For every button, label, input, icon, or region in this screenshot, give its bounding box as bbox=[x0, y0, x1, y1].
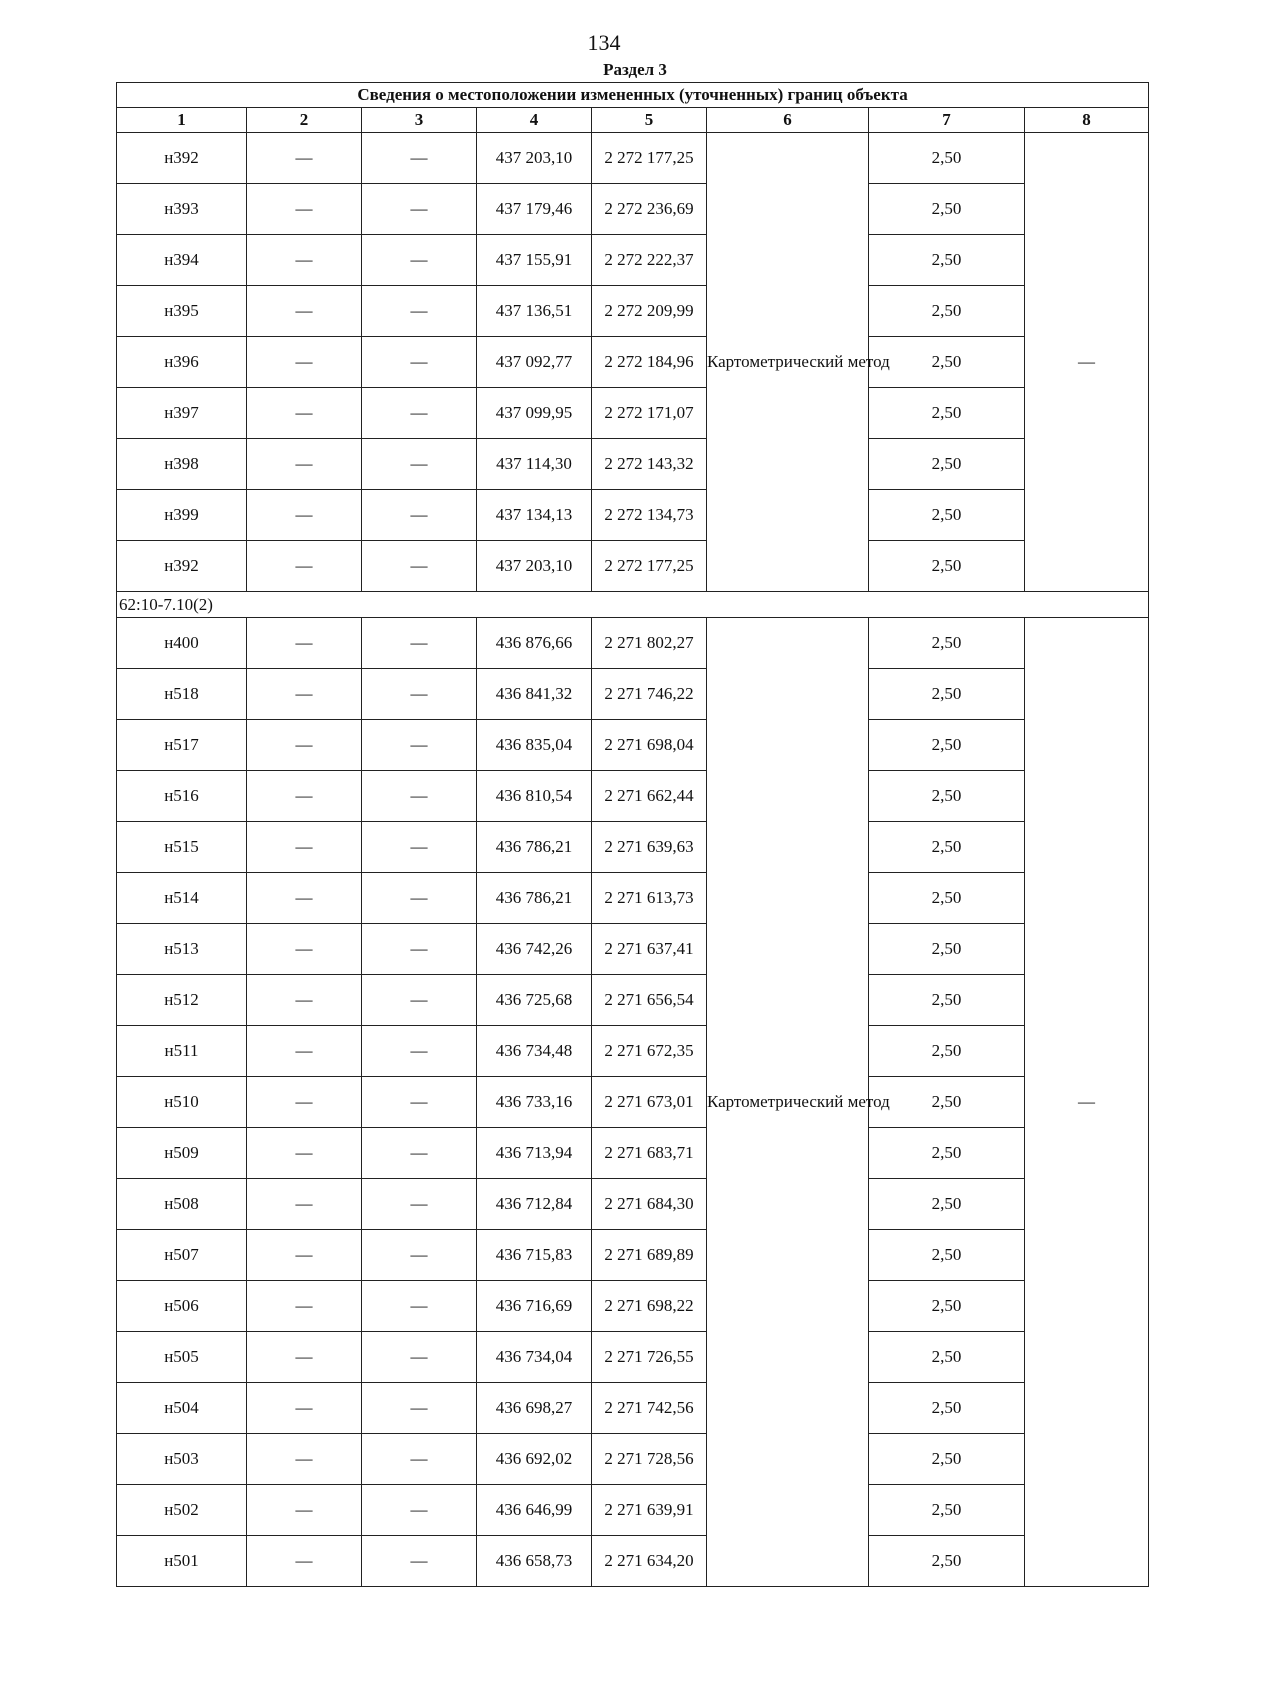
col3-value: — bbox=[362, 133, 477, 184]
x-coordinate: 436 835,04 bbox=[477, 720, 592, 771]
point-name: н513 bbox=[117, 924, 247, 975]
y-coordinate: 2 271 742,56 bbox=[592, 1383, 707, 1434]
col3-value: — bbox=[362, 720, 477, 771]
point-name: н506 bbox=[117, 1281, 247, 1332]
x-coordinate: 436 786,21 bbox=[477, 873, 592, 924]
x-coordinate: 436 734,48 bbox=[477, 1026, 592, 1077]
point-name: н518 bbox=[117, 669, 247, 720]
y-coordinate: 2 271 698,04 bbox=[592, 720, 707, 771]
col3-value: — bbox=[362, 439, 477, 490]
column-number: 5 bbox=[592, 108, 707, 133]
col2-value: — bbox=[247, 235, 362, 286]
col3-value: — bbox=[362, 1179, 477, 1230]
point-name: н504 bbox=[117, 1383, 247, 1434]
accuracy-value: 2,50 bbox=[869, 1128, 1025, 1179]
point-name: н514 bbox=[117, 873, 247, 924]
table-row bbox=[117, 1434, 1149, 1485]
point-name: н395 bbox=[117, 286, 247, 337]
boundary-table bbox=[116, 82, 1149, 1587]
y-coordinate: 2 272 222,37 bbox=[592, 235, 707, 286]
point-name: н505 bbox=[117, 1332, 247, 1383]
table-title-row bbox=[117, 83, 1149, 108]
col3-value: — bbox=[362, 1332, 477, 1383]
col3-value: — bbox=[362, 975, 477, 1026]
x-coordinate: 436 876,66 bbox=[477, 618, 592, 669]
col2-value: — bbox=[247, 1332, 362, 1383]
col3-value: — bbox=[362, 1536, 477, 1587]
col3-value: — bbox=[362, 771, 477, 822]
table-row bbox=[117, 388, 1149, 439]
x-coordinate: 436 712,84 bbox=[477, 1179, 592, 1230]
y-coordinate: 2 271 662,44 bbox=[592, 771, 707, 822]
col2-value: — bbox=[247, 286, 362, 337]
col3-value: — bbox=[362, 1128, 477, 1179]
accuracy-value: 2,50 bbox=[869, 822, 1025, 873]
col2-value: — bbox=[247, 388, 362, 439]
table-row bbox=[117, 235, 1149, 286]
table-body bbox=[117, 83, 1149, 1587]
column-number: 6 bbox=[707, 108, 869, 133]
x-coordinate: 437 179,46 bbox=[477, 184, 592, 235]
point-name: н501 bbox=[117, 1536, 247, 1587]
table-row bbox=[117, 337, 1149, 388]
x-coordinate: 436 733,16 bbox=[477, 1077, 592, 1128]
table-row bbox=[117, 541, 1149, 592]
table-row bbox=[117, 1230, 1149, 1281]
x-coordinate: 436 698,27 bbox=[477, 1383, 592, 1434]
column-number: 1 bbox=[117, 108, 247, 133]
table-row bbox=[117, 720, 1149, 771]
accuracy-value: 2,50 bbox=[869, 1332, 1025, 1383]
x-coordinate: 437 203,10 bbox=[477, 541, 592, 592]
column-number: 2 bbox=[247, 108, 362, 133]
point-name: н515 bbox=[117, 822, 247, 873]
col2-value: — bbox=[247, 133, 362, 184]
accuracy-value: 2,50 bbox=[869, 1434, 1025, 1485]
table-row bbox=[117, 1281, 1149, 1332]
y-coordinate: 2 272 177,25 bbox=[592, 541, 707, 592]
table-row bbox=[117, 1179, 1149, 1230]
col3-value: — bbox=[362, 1230, 477, 1281]
table-row bbox=[117, 1077, 1149, 1128]
x-coordinate: 437 136,51 bbox=[477, 286, 592, 337]
column-number: 3 bbox=[362, 108, 477, 133]
y-coordinate: 2 271 639,91 bbox=[592, 1485, 707, 1536]
point-name: н516 bbox=[117, 771, 247, 822]
y-coordinate: 2 272 171,07 bbox=[592, 388, 707, 439]
col3-value: — bbox=[362, 1434, 477, 1485]
point-name: н400 bbox=[117, 618, 247, 669]
col3-value: — bbox=[362, 1485, 477, 1536]
accuracy-value: 2,50 bbox=[869, 1485, 1025, 1536]
y-coordinate: 2 271 672,35 bbox=[592, 1026, 707, 1077]
accuracy-value: 2,50 bbox=[869, 720, 1025, 771]
column-number: 4 bbox=[477, 108, 592, 133]
x-coordinate: 436 646,99 bbox=[477, 1485, 592, 1536]
y-coordinate: 2 271 684,30 bbox=[592, 1179, 707, 1230]
accuracy-value: 2,50 bbox=[869, 771, 1025, 822]
y-coordinate: 2 271 683,71 bbox=[592, 1128, 707, 1179]
col2-value: — bbox=[247, 975, 362, 1026]
point-name: н397 bbox=[117, 388, 247, 439]
table-row bbox=[117, 1536, 1149, 1587]
table-row bbox=[117, 1485, 1149, 1536]
col3-value: — bbox=[362, 618, 477, 669]
col2-value: — bbox=[247, 618, 362, 669]
x-coordinate: 437 203,10 bbox=[477, 133, 592, 184]
y-coordinate: 2 271 634,20 bbox=[592, 1536, 707, 1587]
col2-value: — bbox=[247, 1536, 362, 1587]
col3-value: — bbox=[362, 822, 477, 873]
col2-value: — bbox=[247, 1281, 362, 1332]
x-coordinate: 437 134,13 bbox=[477, 490, 592, 541]
accuracy-value: 2,50 bbox=[869, 1179, 1025, 1230]
y-coordinate: 2 271 726,55 bbox=[592, 1332, 707, 1383]
column-number: 7 bbox=[869, 108, 1025, 133]
point-name: н392 bbox=[117, 133, 247, 184]
accuracy-value: 2,50 bbox=[869, 235, 1025, 286]
y-coordinate: 2 272 236,69 bbox=[592, 184, 707, 235]
x-coordinate: 436 841,32 bbox=[477, 669, 592, 720]
table-row bbox=[117, 771, 1149, 822]
col3-value: — bbox=[362, 1383, 477, 1434]
table-row bbox=[117, 924, 1149, 975]
col2-value: — bbox=[247, 1128, 362, 1179]
table-row bbox=[117, 439, 1149, 490]
y-coordinate: 2 271 698,22 bbox=[592, 1281, 707, 1332]
point-name: н393 bbox=[117, 184, 247, 235]
y-coordinate: 2 272 134,73 bbox=[592, 490, 707, 541]
col3-value: — bbox=[362, 873, 477, 924]
x-coordinate: 436 715,83 bbox=[477, 1230, 592, 1281]
col3-value: — bbox=[362, 669, 477, 720]
accuracy-value: 2,50 bbox=[869, 439, 1025, 490]
col3-value: — bbox=[362, 1026, 477, 1077]
x-coordinate: 436 658,73 bbox=[477, 1536, 592, 1587]
col3-value: — bbox=[362, 1077, 477, 1128]
y-coordinate: 2 271 637,41 bbox=[592, 924, 707, 975]
group-label: 62:10-7.10(2) bbox=[117, 592, 1149, 618]
col3-value: — bbox=[362, 490, 477, 541]
point-name: н510 bbox=[117, 1077, 247, 1128]
point-name: н517 bbox=[117, 720, 247, 771]
x-coordinate: 436 734,04 bbox=[477, 1332, 592, 1383]
col2-value: — bbox=[247, 1077, 362, 1128]
col3-value: — bbox=[362, 388, 477, 439]
col8-cell: — bbox=[1025, 133, 1149, 592]
point-name: н507 bbox=[117, 1230, 247, 1281]
col3-value: — bbox=[362, 337, 477, 388]
y-coordinate: 2 271 673,01 bbox=[592, 1077, 707, 1128]
section-label: Раздел 3 bbox=[603, 60, 667, 79]
accuracy-value: 2,50 bbox=[869, 286, 1025, 337]
point-name: н398 bbox=[117, 439, 247, 490]
col2-value: — bbox=[247, 1026, 362, 1077]
y-coordinate: 2 272 184,96 bbox=[592, 337, 707, 388]
y-coordinate: 2 272 177,25 bbox=[592, 133, 707, 184]
point-name: н503 bbox=[117, 1434, 247, 1485]
col2-value: — bbox=[247, 1179, 362, 1230]
point-name: н509 bbox=[117, 1128, 247, 1179]
accuracy-value: 2,50 bbox=[869, 133, 1025, 184]
accuracy-value: 2,50 bbox=[869, 1026, 1025, 1077]
col3-value: — bbox=[362, 1281, 477, 1332]
accuracy-value: 2,50 bbox=[869, 184, 1025, 235]
col8-cell: — bbox=[1025, 618, 1149, 1587]
accuracy-value: 2,50 bbox=[869, 873, 1025, 924]
table-row bbox=[117, 1383, 1149, 1434]
y-coordinate: 2 271 746,22 bbox=[592, 669, 707, 720]
table-row bbox=[117, 286, 1149, 337]
y-coordinate: 2 271 639,63 bbox=[592, 822, 707, 873]
table-row bbox=[117, 1026, 1149, 1077]
group-label-row bbox=[117, 592, 1149, 618]
col3-value: — bbox=[362, 286, 477, 337]
table-row bbox=[117, 490, 1149, 541]
table-row bbox=[117, 1128, 1149, 1179]
accuracy-value: 2,50 bbox=[869, 337, 1025, 388]
col2-value: — bbox=[247, 1485, 362, 1536]
col3-value: — bbox=[362, 184, 477, 235]
x-coordinate: 437 155,91 bbox=[477, 235, 592, 286]
point-name: н508 bbox=[117, 1179, 247, 1230]
accuracy-value: 2,50 bbox=[869, 1230, 1025, 1281]
table-row bbox=[117, 822, 1149, 873]
accuracy-value: 2,50 bbox=[869, 1077, 1025, 1128]
y-coordinate: 2 271 613,73 bbox=[592, 873, 707, 924]
col2-value: — bbox=[247, 184, 362, 235]
y-coordinate: 2 271 728,56 bbox=[592, 1434, 707, 1485]
col2-value: — bbox=[247, 541, 362, 592]
x-coordinate: 436 716,69 bbox=[477, 1281, 592, 1332]
method-cell: Картометрический метод bbox=[707, 618, 869, 1587]
accuracy-value: 2,50 bbox=[869, 490, 1025, 541]
x-coordinate: 436 725,68 bbox=[477, 975, 592, 1026]
col2-value: — bbox=[247, 924, 362, 975]
y-coordinate: 2 271 802,27 bbox=[592, 618, 707, 669]
table-row bbox=[117, 873, 1149, 924]
x-coordinate: 436 713,94 bbox=[477, 1128, 592, 1179]
table-row bbox=[117, 133, 1149, 184]
point-name: н511 bbox=[117, 1026, 247, 1077]
col2-value: — bbox=[247, 771, 362, 822]
accuracy-value: 2,50 bbox=[869, 541, 1025, 592]
col2-value: — bbox=[247, 490, 362, 541]
col2-value: — bbox=[247, 439, 362, 490]
y-coordinate: 2 271 656,54 bbox=[592, 975, 707, 1026]
y-coordinate: 2 271 689,89 bbox=[592, 1230, 707, 1281]
point-name: н394 bbox=[117, 235, 247, 286]
col3-value: — bbox=[362, 541, 477, 592]
point-name: н396 bbox=[117, 337, 247, 388]
y-coordinate: 2 272 143,32 bbox=[592, 439, 707, 490]
col2-value: — bbox=[247, 1230, 362, 1281]
table-title: Сведения о местоположении измененных (уточненных) границ объекта bbox=[117, 83, 1149, 108]
col2-value: — bbox=[247, 669, 362, 720]
accuracy-value: 2,50 bbox=[869, 1536, 1025, 1587]
table-row bbox=[117, 975, 1149, 1026]
method-cell: Картометрический метод bbox=[707, 133, 869, 592]
accuracy-value: 2,50 bbox=[869, 618, 1025, 669]
accuracy-value: 2,50 bbox=[869, 975, 1025, 1026]
x-coordinate: 436 692,02 bbox=[477, 1434, 592, 1485]
col2-value: — bbox=[247, 873, 362, 924]
table-row bbox=[117, 1332, 1149, 1383]
col2-value: — bbox=[247, 822, 362, 873]
col3-value: — bbox=[362, 924, 477, 975]
x-coordinate: 436 786,21 bbox=[477, 822, 592, 873]
point-name: н512 bbox=[117, 975, 247, 1026]
table-row bbox=[117, 618, 1149, 669]
col2-value: — bbox=[247, 1434, 362, 1485]
accuracy-value: 2,50 bbox=[869, 669, 1025, 720]
x-coordinate: 436 742,26 bbox=[477, 924, 592, 975]
table-row bbox=[117, 669, 1149, 720]
point-name: н392 bbox=[117, 541, 247, 592]
page-number: 134 bbox=[587, 30, 621, 55]
accuracy-value: 2,50 bbox=[869, 1281, 1025, 1332]
x-coordinate: 436 810,54 bbox=[477, 771, 592, 822]
accuracy-value: 2,50 bbox=[869, 924, 1025, 975]
col3-value: — bbox=[362, 235, 477, 286]
col2-value: — bbox=[247, 1383, 362, 1434]
point-name: н502 bbox=[117, 1485, 247, 1536]
accuracy-value: 2,50 bbox=[869, 1383, 1025, 1434]
col2-value: — bbox=[247, 720, 362, 771]
col2-value: — bbox=[247, 337, 362, 388]
accuracy-value: 2,50 bbox=[869, 388, 1025, 439]
column-number-row bbox=[117, 108, 1149, 133]
x-coordinate: 437 092,77 bbox=[477, 337, 592, 388]
x-coordinate: 437 114,30 bbox=[477, 439, 592, 490]
point-name: н399 bbox=[117, 490, 247, 541]
column-number: 8 bbox=[1025, 108, 1149, 133]
table-row bbox=[117, 184, 1149, 235]
x-coordinate: 437 099,95 bbox=[477, 388, 592, 439]
y-coordinate: 2 272 209,99 bbox=[592, 286, 707, 337]
